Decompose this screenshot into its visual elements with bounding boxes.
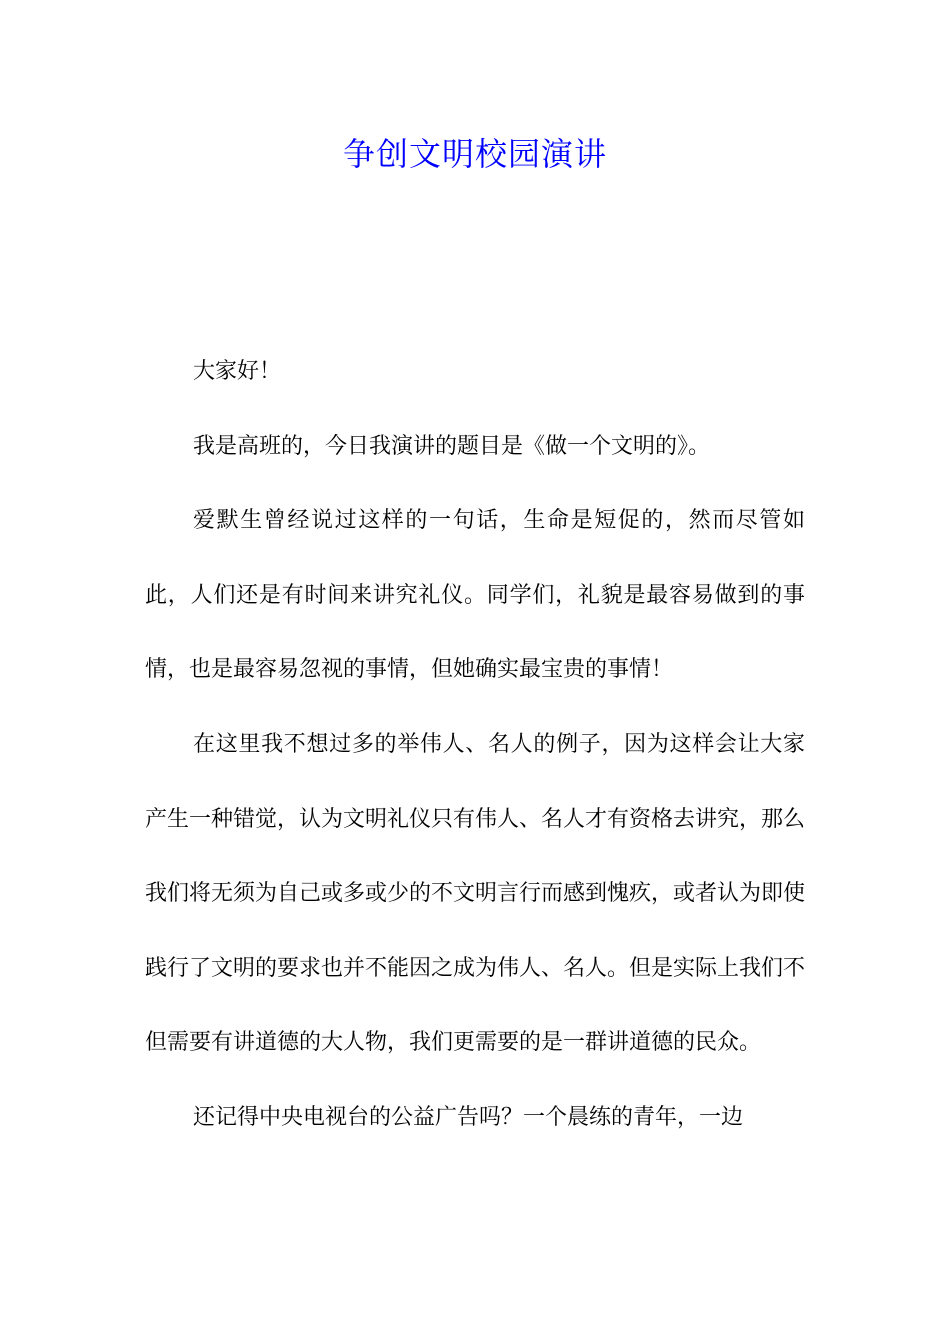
document-body (145, 335, 805, 1156)
paragraph-introduction: 我是高班的，今日我演讲的题目是《做一个文明的》。 (193, 433, 711, 459)
paragraph-emerson-quote: 爱默生曾经说过这样的一句话，生命是短促的，然而尽管如此，人们还是有时间来讲究礼仪。同学们，礼貌是最容易做到的事情，也是最容易忽视的事情，但她确实最宝贵的事情！ (145, 508, 805, 683)
document-title: 争创文明校园演讲 (342, 135, 607, 173)
paragraph-greeting: 大家好！ (193, 359, 282, 384)
paragraph-cctv-ad: 还记得中央电视台的公益广告吗？一个晨练的青年，一边 (193, 1104, 744, 1130)
paragraph-famous-people: 在这里我不想过多的举伟人、名人的例子，因为这样会让大家产生一种错觉，认为文明礼仪只有伟人、名人才有资格去讲究，那么我们将无须为自己或多或少的不文明言行而感到愧疚，或者认为即使践行了文明的要求也并不能因之成为伟人、名人。但是实际上我们不但需要有讲道德的大人物，我们更需要的是一群讲道德的民众。 (145, 731, 806, 1056)
